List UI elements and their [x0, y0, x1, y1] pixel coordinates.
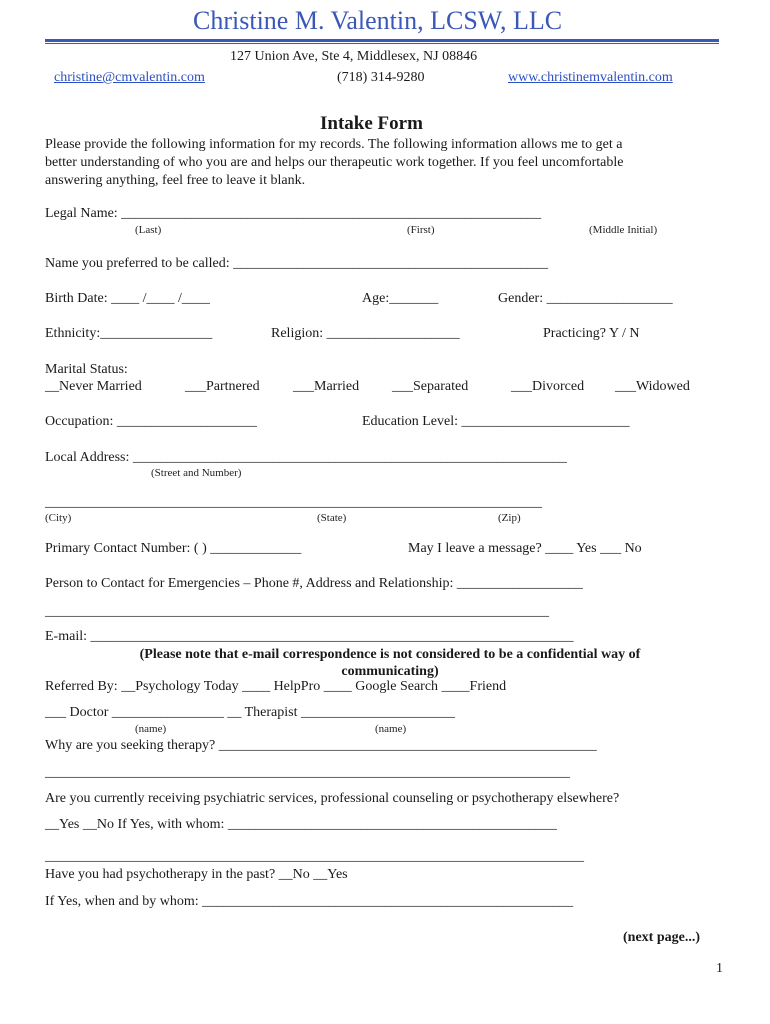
email-field[interactable]: E-mail: _____________________________________________________________________: [45, 629, 574, 644]
current-services-options[interactable]: __Yes __No If Yes, with whom: _______________________________________________: [45, 817, 557, 832]
ethnicity-field[interactable]: Ethnicity:________________: [45, 326, 213, 341]
preferred-name-field[interactable]: Name you preferred to be called: _____________________________________________: [45, 256, 549, 271]
practice-name: Christine M. Valentin, LCSW, LLC: [193, 6, 563, 35]
intro-paragraph: [45, 136, 735, 190]
emergency-contact-field[interactable]: Person to Contact for Emergencies – Phone #, Address and Relationship: __________________: [45, 576, 583, 591]
email-link[interactable]: christine@cmvalentin.com: [54, 70, 205, 85]
age-field[interactable]: Age:_______: [362, 291, 439, 306]
website-link[interactable]: www.christinemvalentin.com: [508, 70, 673, 85]
hint-zip: (Zip): [498, 512, 521, 524]
marital-option-separated[interactable]: ___Separated: [392, 379, 469, 394]
education-level-field[interactable]: Education Level: ________________________: [362, 414, 630, 429]
past-therapy-when-field[interactable]: If Yes, when and by whom: _____________________________________________________: [45, 894, 574, 909]
referred-by-field[interactable]: Referred By: __Psychology Today ____ HelpPro ____ Google Search ____Friend: [45, 679, 507, 694]
page-number: 1: [716, 961, 723, 976]
marital-status-label: Marital Status:: [45, 362, 128, 377]
why-therapy-field[interactable]: Why are you seeking therapy? ______________________________________________________: [45, 738, 597, 753]
referral-doctor-therapist[interactable]: ___ Doctor ________________ __ Therapist ______________________: [45, 705, 455, 720]
religion-field[interactable]: Religion: ___________________: [271, 326, 460, 341]
hint-last: (Last): [135, 224, 162, 236]
marital-option-never-married[interactable]: __Never Married: [45, 379, 142, 394]
emergency-line-2[interactable]: ________________________________________________________________________: [45, 604, 549, 619]
practice-address: 127 Union Ave, Ste 4, Middlesex, NJ 08846: [230, 49, 478, 64]
hint-state: (State): [317, 512, 347, 524]
hint-street-number: (Street and Number): [151, 467, 242, 479]
marital-option-divorced[interactable]: ___Divorced: [511, 379, 585, 394]
marital-option-partnered[interactable]: ___Partnered: [185, 379, 260, 394]
address-line-2[interactable]: _______________________________________________________________________: [45, 495, 542, 510]
phone-number: (718) 314-9280: [337, 70, 425, 85]
why-therapy-line-2[interactable]: ___________________________________________________________________________: [45, 765, 570, 780]
intro-line: answering anything, feel free to leave it blank.: [45, 173, 306, 188]
hint-first: (First): [407, 224, 435, 236]
next-page-note: (next page...): [623, 930, 700, 945]
email-note-line: (Please note that e-mail correspondence is not considered to be a confidential way of: [139, 647, 641, 662]
hint-therapist-name: (name): [375, 723, 407, 735]
leave-message-field[interactable]: May I leave a message? ____ Yes ___ No: [408, 541, 642, 556]
header-rule-thin: [45, 43, 719, 44]
intro-line: better understanding of who you are and helps our therapeutic work together. If you feel uncomfortable: [45, 155, 624, 170]
local-address-field[interactable]: Local Address: ______________________________________________________________: [45, 450, 567, 465]
email-note-line: communicating): [341, 664, 439, 679]
current-services-line-2[interactable]: _____________________________________________________________________________: [45, 849, 584, 864]
hint-city: (City): [45, 512, 72, 524]
hint-doctor-name: (name): [135, 723, 167, 735]
primary-contact-field[interactable]: Primary Contact Number: ( ) _____________: [45, 541, 302, 556]
legal-name-field[interactable]: Legal Name: ____________________________________________________________: [45, 206, 542, 221]
birth-date-field[interactable]: Birth Date: ____ /____ /____: [45, 291, 210, 306]
practicing-field[interactable]: Practicing? Y / N: [543, 326, 640, 341]
occupation-field[interactable]: Occupation: ____________________: [45, 414, 257, 429]
marital-option-widowed[interactable]: ___Widowed: [615, 379, 690, 394]
gender-field[interactable]: Gender: __________________: [498, 291, 673, 306]
form-title: Intake Form: [320, 113, 423, 134]
past-therapy-field[interactable]: Have you had psychotherapy in the past? __No __Yes: [45, 867, 348, 882]
email-confidentiality-note: [45, 646, 735, 680]
intro-line: Please provide the following information for my records. The following information allows me to get a: [45, 137, 623, 152]
hint-middle-initial: (Middle Initial): [589, 224, 658, 236]
header-rule: [45, 39, 719, 42]
marital-option-married[interactable]: ___Married: [293, 379, 360, 394]
current-services-question: Are you currently receiving psychiatric services, professional counseling or psychotherapy elsewhere?: [45, 791, 620, 806]
